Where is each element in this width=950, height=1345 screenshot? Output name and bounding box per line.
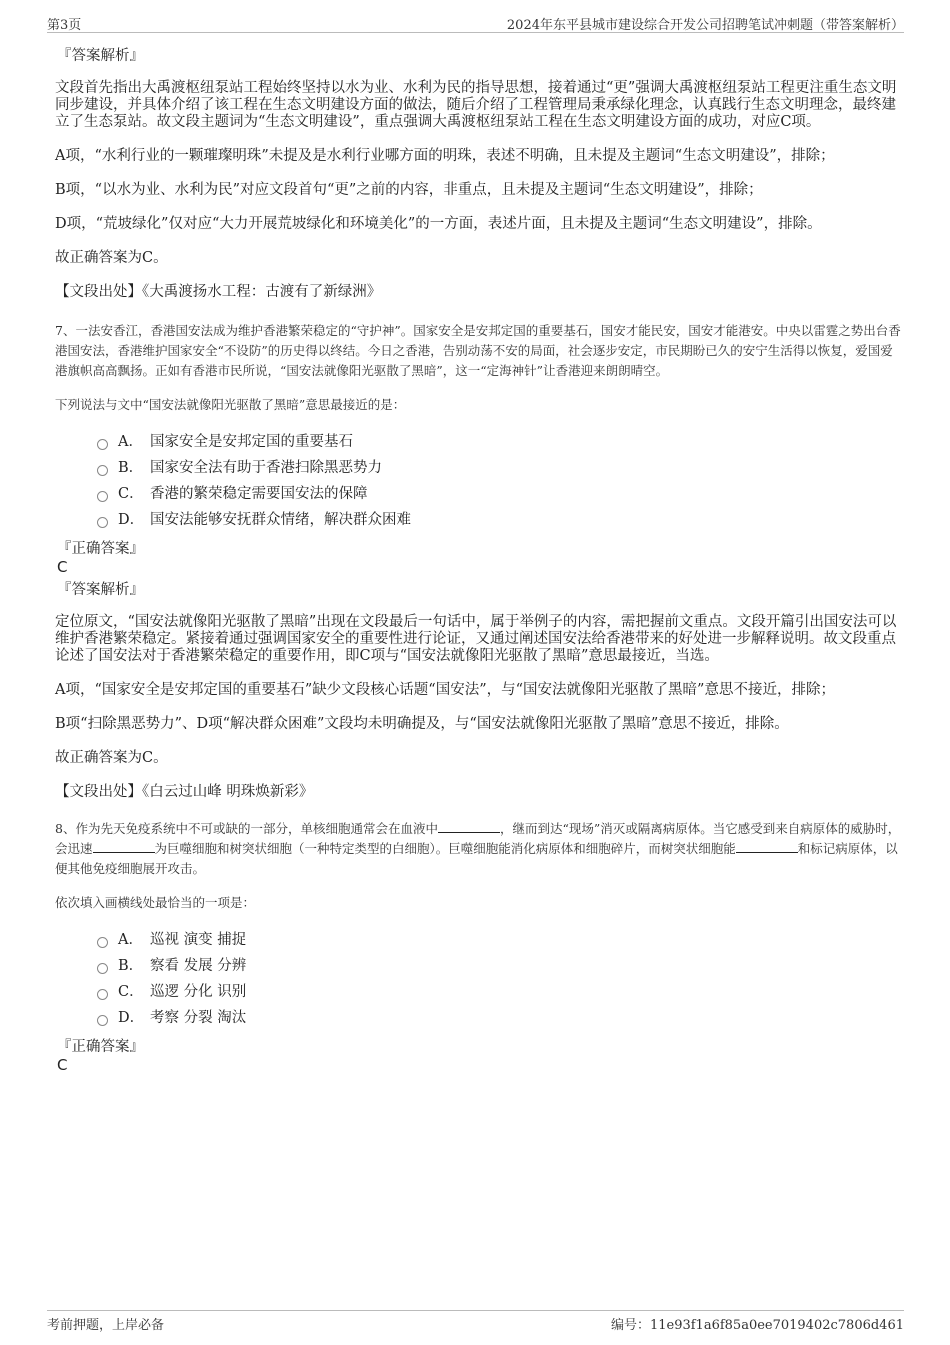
source-citation: 【文段出处】《大禹渡扬水工程：古渡有了新绿洲》 bbox=[55, 284, 382, 300]
conclusion: 故正确答案为C。 bbox=[55, 250, 168, 266]
question-7-passage: 7、一法安香江，香港国安法成为维护香港繁荣稳定的“守护神”。国家安全是安邦定国的重要基石，国安才能民安，国安才能港安。中央以雷霆之势出台香港国安法，香港维护国家安全“不设防”的历史得以终结。今日之香港，告别动荡不安的局面，社会逐步安定，市民期盼已久的安宁生活得以恢复，爱国爱港旗帜高高飘扬。正如有香港市民所说，“国安法就像阳光驱散了黑暗”，这一“定海神针”让香港迎来朗朗晴空。 bbox=[55, 323, 901, 378]
correct-answer: C bbox=[57, 1056, 68, 1074]
correct-answer-label: 『正确答案』 bbox=[57, 541, 144, 557]
analysis-text: 定位原文，“国安法就像阳光驱散了黑暗”出现在文段最后一句话中，属于举例子的内容，需把握前文重点。文段开篇引出国安法可以维护香港繁荣稳定。紧接着通过强调国家安全的重要性进行论证，又通过阐述国安法给香港带来的好处进一步解释说明。故文段重点论述了国安法对于香港繁荣稳定的重要作用，即C项与“国安法就像阳光驱散了黑暗”意思最接近，当选。 bbox=[55, 614, 897, 664]
page-footer bbox=[47, 1310, 904, 1336]
option-a-note: A项，“水利行业的一颗璀璨明珠”未提及是水利行业哪方面的明珠，表述不明确，且未提及主题词“生态文明建设”，排除； bbox=[55, 148, 835, 164]
option-d[interactable]: D． 考察 分裂 淘汰 bbox=[97, 1005, 905, 1031]
source-citation: 【文段出处】《白云过山峰 明珠焕新彩》 bbox=[55, 784, 314, 800]
option-bd-note: B项“扫除黑恶势力”、D项“解决群众困难”文段均未明确提及，与“国安法就像阳光驱散了黑暗”意思不接近，排除。 bbox=[55, 716, 789, 732]
page-header bbox=[47, 10, 904, 33]
question-7-options bbox=[55, 429, 905, 533]
option-a-note: A项，“国家安全是安邦定国的重要基石”缺少文段核心话题“国安法”，与“国安法就像阳光驱散了黑暗”意思不接近，排除； bbox=[55, 682, 835, 698]
question-8-prompt: 依次填入画横线处最恰当的一项是： bbox=[55, 895, 256, 910]
fill-blank bbox=[93, 840, 155, 853]
option-a[interactable]: A． 巡视 演变 捕捉 bbox=[97, 927, 905, 953]
analysis-label: 『答案解析』 bbox=[57, 48, 144, 64]
footer-slogan: 考前押题，上岸必备 bbox=[47, 1318, 165, 1333]
page-number: 第3页 bbox=[47, 18, 82, 33]
radio-icon[interactable] bbox=[97, 491, 108, 502]
document-id: 编号：11e93f1a6f85a0ee7019402c7806d461 bbox=[610, 1318, 904, 1333]
analysis-label: 『答案解析』 bbox=[57, 582, 144, 598]
option-d[interactable]: D． 国安法能够安抚群众情绪，解决群众困难 bbox=[97, 507, 905, 533]
radio-icon[interactable] bbox=[97, 1015, 108, 1026]
document-body bbox=[55, 44, 905, 1074]
correct-answer: C bbox=[57, 558, 68, 576]
correct-answer-label: 『正确答案』 bbox=[57, 1039, 144, 1055]
fill-blank bbox=[438, 820, 500, 833]
radio-icon[interactable] bbox=[97, 963, 108, 974]
fill-blank bbox=[736, 840, 798, 853]
radio-icon[interactable] bbox=[97, 517, 108, 528]
question-7-prompt: 下列说法与文中“国安法就像阳光驱散了黑暗”意思最接近的是： bbox=[55, 397, 406, 412]
option-b-note: B项，“以水为业、水利为民”对应文段首句“更”之前的内容，非重点，且未提及主题词“生态文明建设”，排除； bbox=[55, 182, 763, 198]
conclusion: 故正确答案为C。 bbox=[55, 750, 168, 766]
option-c[interactable]: C． 巡逻 分化 识别 bbox=[97, 979, 905, 1005]
analysis-text: 文段首先指出大禹渡枢纽泵站工程始终坚持以水为业、水利为民的指导思想，接着通过“更”强调大禹渡枢纽泵站工程更注重生态文明同步建设，并具体介绍了该工程在生态文明建设方面的做法，随后介绍了工程管理局秉承绿化理念，认真践行生态文明理念，最终建立了生态泵站。故文段主题词为“生态文明建设”，重点强调大禹渡枢纽泵站工程在生态文明建设方面的成功，对应C项。 bbox=[55, 80, 897, 130]
radio-icon[interactable] bbox=[97, 465, 108, 476]
radio-icon[interactable] bbox=[97, 989, 108, 1000]
option-d-note: D项，“荒坡绿化”仅对应“大力开展荒坡绿化和环境美化”的一方面，表述片面，且未提及主题词“生态文明建设”，排除。 bbox=[55, 216, 822, 232]
option-a[interactable]: A． 国家安全是安邦定国的重要基石 bbox=[97, 429, 905, 455]
question-8-options bbox=[55, 927, 905, 1031]
question-8-passage: 8、作为先天免疫系统中不可或缺的一部分，单核细胞通常会在血液中 ，继而到达“现场”消灭或隔离病原体。当它感受到来自病原体的威胁时，会迅速 为巨噬细胞和树突状细胞（一种特定类型的白细胞）。巨噬细胞能消化病原体和细胞碎片，而树突状细胞能 和标记病原体，以便其他免疫细胞展开攻击。 bbox=[55, 821, 901, 876]
radio-icon[interactable] bbox=[97, 937, 108, 948]
option-b[interactable]: B． 国家安全法有助于香港扫除黑恶势力 bbox=[97, 455, 905, 481]
radio-icon[interactable] bbox=[97, 439, 108, 450]
option-b[interactable]: B． 察看 发展 分辨 bbox=[97, 953, 905, 979]
document-title: 2024年东平县城市建设综合开发公司招聘笔试冲刺题（带答案解析） bbox=[506, 18, 904, 33]
option-c[interactable]: C． 香港的繁荣稳定需要国安法的保障 bbox=[97, 481, 905, 507]
